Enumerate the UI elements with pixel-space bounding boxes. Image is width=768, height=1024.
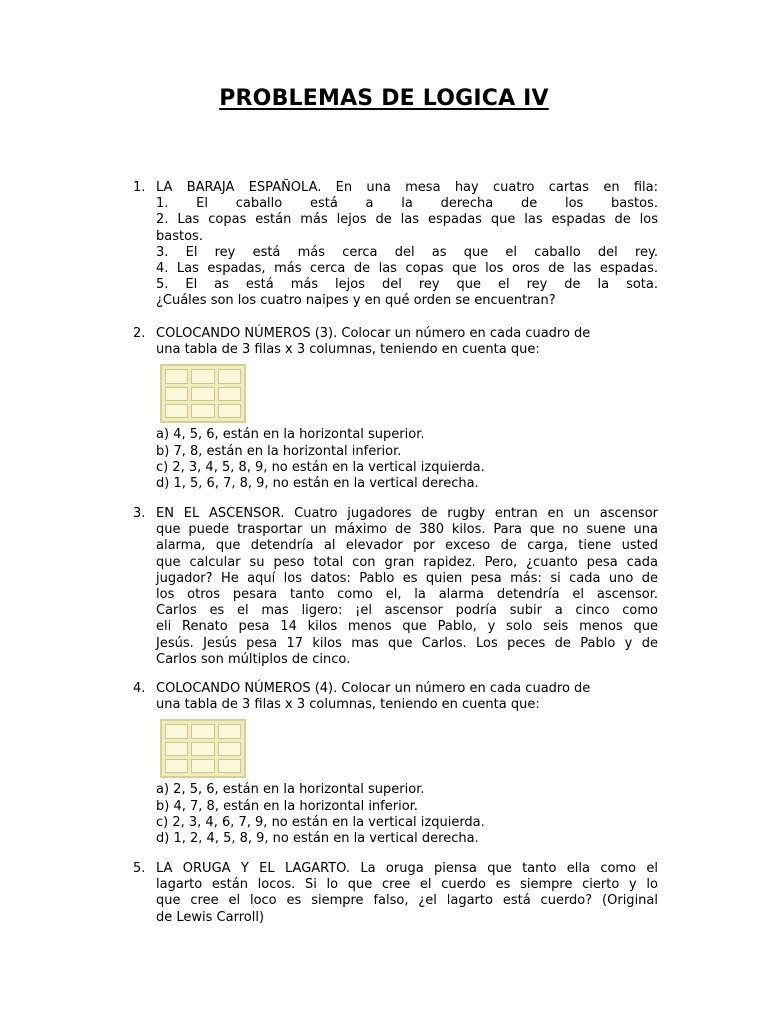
text-line: 4. Las espadas, más cerca de las copas que los oros de las espadas. — [156, 261, 658, 277]
text-line: una tabla de 3 filas x 3 columnas, teniendo en cuenta que: — [156, 342, 540, 358]
page-title: PROBLEMAS DE LOGICA IV — [219, 86, 549, 111]
grid-cell — [218, 724, 241, 738]
problem-text — [156, 861, 658, 926]
grid-cell — [218, 369, 241, 383]
grid-cell — [191, 387, 214, 401]
condition-line: d) 1, 5, 6, 7, 8, 9, no están en la vertical derecha. — [156, 476, 479, 492]
text-line: COLOCANDO NÚMEROS (4). Colocar un número en cada cuadro de — [156, 681, 591, 696]
text-line: LA BARAJA ESPAÑOLA. En una mesa hay cuatro cartas en fila: — [156, 180, 658, 195]
problem-1 — [133, 180, 658, 310]
text-line: que calcular su peso total con gran rapidez. Pero, ¿cuanto pesa cada — [156, 554, 658, 570]
text-line: Carlos es el mas ligero: ¡el ascensor podría subir a cinco como — [156, 603, 658, 619]
grid-3x3-image — [160, 364, 246, 423]
text-line: lagarto están locos. Si lo que cree el cuerdo es siempre cierto y lo — [156, 877, 658, 893]
text-line: de Lewis Carroll) — [156, 909, 265, 925]
text-line: 3. El rey está más cerca del as que el caballo del rey. — [156, 244, 658, 260]
condition-line: c) 2, 3, 4, 6, 7, 9, no están en la vertical izquierda. — [156, 814, 485, 830]
text-line: que puede trasportar un máximo de 380 kilos. Para que no suene una — [156, 522, 658, 538]
text-line: que cree el loco es siempre falso, ¿el lagarto está cuerdo? (Original — [156, 893, 658, 909]
grid-cell — [191, 742, 214, 756]
condition-line: d) 1, 2, 4, 5, 8, 9, no están en la vertical derecha. — [156, 831, 479, 847]
text-line: 1. El caballo está a la derecha de los bastos. — [156, 196, 658, 212]
problem-number: 5. — [133, 861, 146, 876]
grid-cell — [218, 742, 241, 756]
grid-cell — [165, 369, 188, 383]
problem-text — [156, 180, 658, 310]
condition-line: b) 7, 8, están en la horizontal inferior. — [156, 443, 402, 459]
problem-4 — [133, 681, 658, 847]
grid-cell — [165, 759, 188, 773]
condition-line: b) 4, 7, 8, están en la horizontal inferior. — [156, 798, 418, 814]
condition-line: a) 4, 5, 6, están en la horizontal superior. — [156, 427, 425, 443]
text-line: jugador? He aquí los datos: Pablo es quien pesa más: si cada uno de — [156, 570, 658, 586]
grid-cell — [191, 759, 214, 773]
problem-3 — [133, 506, 658, 668]
problem-5 — [133, 861, 658, 926]
condition-line: a) 2, 5, 6, están en la horizontal superior. — [156, 782, 425, 798]
grid-cell — [191, 369, 214, 383]
grid-cell — [191, 724, 214, 738]
problem-text — [156, 681, 658, 847]
problem-2 — [133, 326, 658, 492]
problem-number: 1. — [133, 180, 146, 195]
grid-cell — [218, 404, 241, 418]
problem-number: 3. — [133, 506, 146, 521]
problem-text — [156, 326, 658, 492]
text-line: bastos. — [156, 228, 203, 244]
text-line: una tabla de 3 filas x 3 columnas, teniendo en cuenta que: — [156, 697, 540, 713]
problem-number: 4. — [133, 681, 146, 696]
grid-cell — [218, 387, 241, 401]
text-line: eli Renato pesa 14 kilos menos que Pablo, y solo seis menos que — [156, 619, 658, 635]
text-line: 2. Las copas están más lejos de las espadas que las espadas de los — [156, 212, 658, 228]
problem-text — [156, 506, 658, 668]
text-line: Jesús. Jesús pesa 17 kilos mas que Carlos. Los peces de Pablo y de — [156, 635, 658, 651]
grid-cell — [165, 742, 188, 756]
grid-cell — [165, 724, 188, 738]
text-line: LA ORUGA Y EL LAGARTO. La oruga piensa que tanto ella como el — [156, 861, 658, 876]
grid-cell — [165, 387, 188, 401]
grid-cell — [165, 404, 188, 418]
grid-cell — [218, 759, 241, 773]
text-line: COLOCANDO NÚMEROS (3). Colocar un número en cada cuadro de — [156, 326, 591, 341]
grid-cell — [191, 404, 214, 418]
text-line: EN EL ASCENSOR. Cuatro jugadores de rugby entran en un ascensor — [156, 506, 658, 521]
condition-line: c) 2, 3, 4, 5, 8, 9, no están en la vertical izquierda. — [156, 459, 485, 475]
text-line: Carlos son múltiplos de cinco. — [156, 651, 351, 667]
problem-number: 2. — [133, 326, 146, 341]
text-line: 5. El as está más lejos del rey que el rey de la sota. — [156, 277, 658, 293]
text-line: los otros pesara tanto como el, la alarma detendría el ascensor. — [156, 587, 658, 603]
grid-3x3-image — [160, 719, 246, 778]
text-line: ¿Cuáles son los cuatro naipes y en qué orden se encuentran? — [156, 293, 556, 309]
text-line: alarma, que detendría al elevador por exceso de carga, tiene usted — [156, 538, 658, 554]
